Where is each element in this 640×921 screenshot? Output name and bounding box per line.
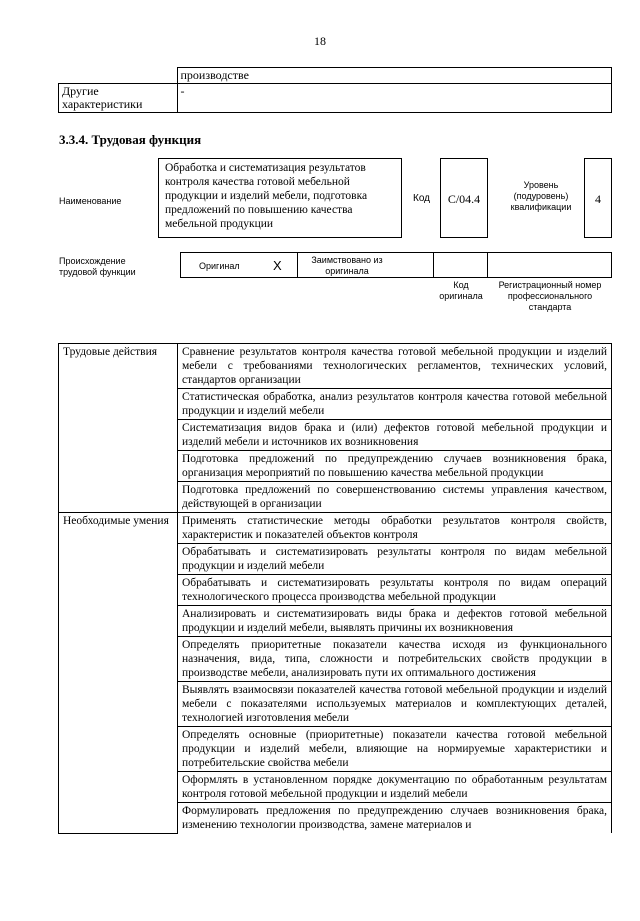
reg-number-label: Регистрационный номер профессионального стандарта — [498, 280, 602, 312]
level-label: Уровень (подуровень) квалификации — [510, 180, 572, 212]
borrowed-box — [297, 252, 434, 278]
list-item: Оформлять в установленном порядке документацию по обработанным результатам контроля готовой мебельной продукции и изделий мебели — [178, 772, 612, 803]
section-label: Необходимые умения — [59, 513, 178, 834]
function-name-box: Обработка и систематизация результатов контроля качества готовой мебельной продукции и изделий мебели, подготовка предложений по повышению качества мебельной продукции — [158, 158, 402, 238]
original-label: Оригинал — [199, 261, 240, 271]
table-cell: производстве — [177, 68, 612, 84]
list-item: Применять статистические методы обработки результатов контроля свойств, характеристик и показателей объектов контроля — [178, 513, 612, 544]
original-box — [180, 252, 298, 278]
code-label: Код — [413, 193, 431, 204]
list-item: Определять приоритетные показатели качества исходя из функционального назначения, вида, типа, сложности и потребительских свойств продукции в производстве мебели, анализировать пути их оптимального достижения — [178, 637, 612, 682]
list-item: Определять основные (приоритетные) показатели качества готовой мебельной продукции и изделий мебели, влияющие на нормируемые характеристики и потребительские свойства мебели — [178, 727, 612, 772]
borrowed-label: Заимствовано из оригинала — [311, 255, 383, 276]
list-item: Формулировать предложения по предупреждению случаев возникновения брака, изменению технологии производства, замене материалов и — [178, 803, 612, 834]
origin-label: Происхождение трудовой функции — [59, 256, 136, 277]
level-value-box: 4 — [584, 158, 612, 238]
section-label: Трудовые действия — [59, 344, 178, 513]
labor-function-table — [58, 343, 612, 834]
table-row — [59, 513, 612, 544]
code-original-box — [433, 252, 488, 278]
table-row — [59, 344, 612, 389]
list-item: Статистическая обработка, анализ результатов контроля качества готовой мебельной продукции и изделий мебели — [178, 389, 612, 420]
table-cell — [59, 68, 178, 84]
table-row — [59, 84, 612, 113]
list-item: Систематизация видов брака и (или) дефектов готовой мебельной продукции и изделий мебели и источников их возникновения — [178, 420, 612, 451]
code-value-box: С/04.4 — [440, 158, 488, 238]
list-item: Подготовка предложений по предупреждению случаев возникновения брака, организация мероприятий по повышению качества мебельной продукции — [178, 451, 612, 482]
table-cell: Другие характеристики — [59, 84, 178, 113]
original-mark: X — [273, 258, 282, 273]
list-item: Обрабатывать и систематизировать результаты контроля по видам мебельной продукции и изделий мебели — [178, 544, 612, 575]
list-item: Сравнение результатов контроля качества готовой мебельной продукции и изделий мебели с требованиями технологических регламентов, технических условий, стандартов организации — [178, 344, 612, 389]
list-item: Подготовка предложений по совершенствованию системы управления качеством, действующей в организации — [178, 482, 612, 513]
table-cell: - — [177, 84, 612, 113]
code-original-label: Код оригинала — [439, 280, 483, 301]
page-number: 18 — [314, 34, 326, 48]
other-characteristics-table — [58, 67, 612, 113]
table-row — [59, 68, 612, 84]
reg-number-box — [487, 252, 612, 278]
list-item: Выявлять взаимосвязи показателей качества готовой мебельной продукции и изделий мебели с показателями используемых материалов и комплектующих деталей, технологией изготовления мебели — [178, 682, 612, 727]
list-item: Анализировать и систематизировать виды брака и дефектов готовой мебельной продукции и изделий мебели, выявлять причины их возникновения — [178, 606, 612, 637]
section-title: 3.3.4. Трудовая функция — [59, 132, 202, 147]
name-label: Наименование — [59, 196, 122, 206]
list-item: Обрабатывать и систематизировать результаты контроля по видам операций технологического процесса производства мебельной продукции — [178, 575, 612, 606]
